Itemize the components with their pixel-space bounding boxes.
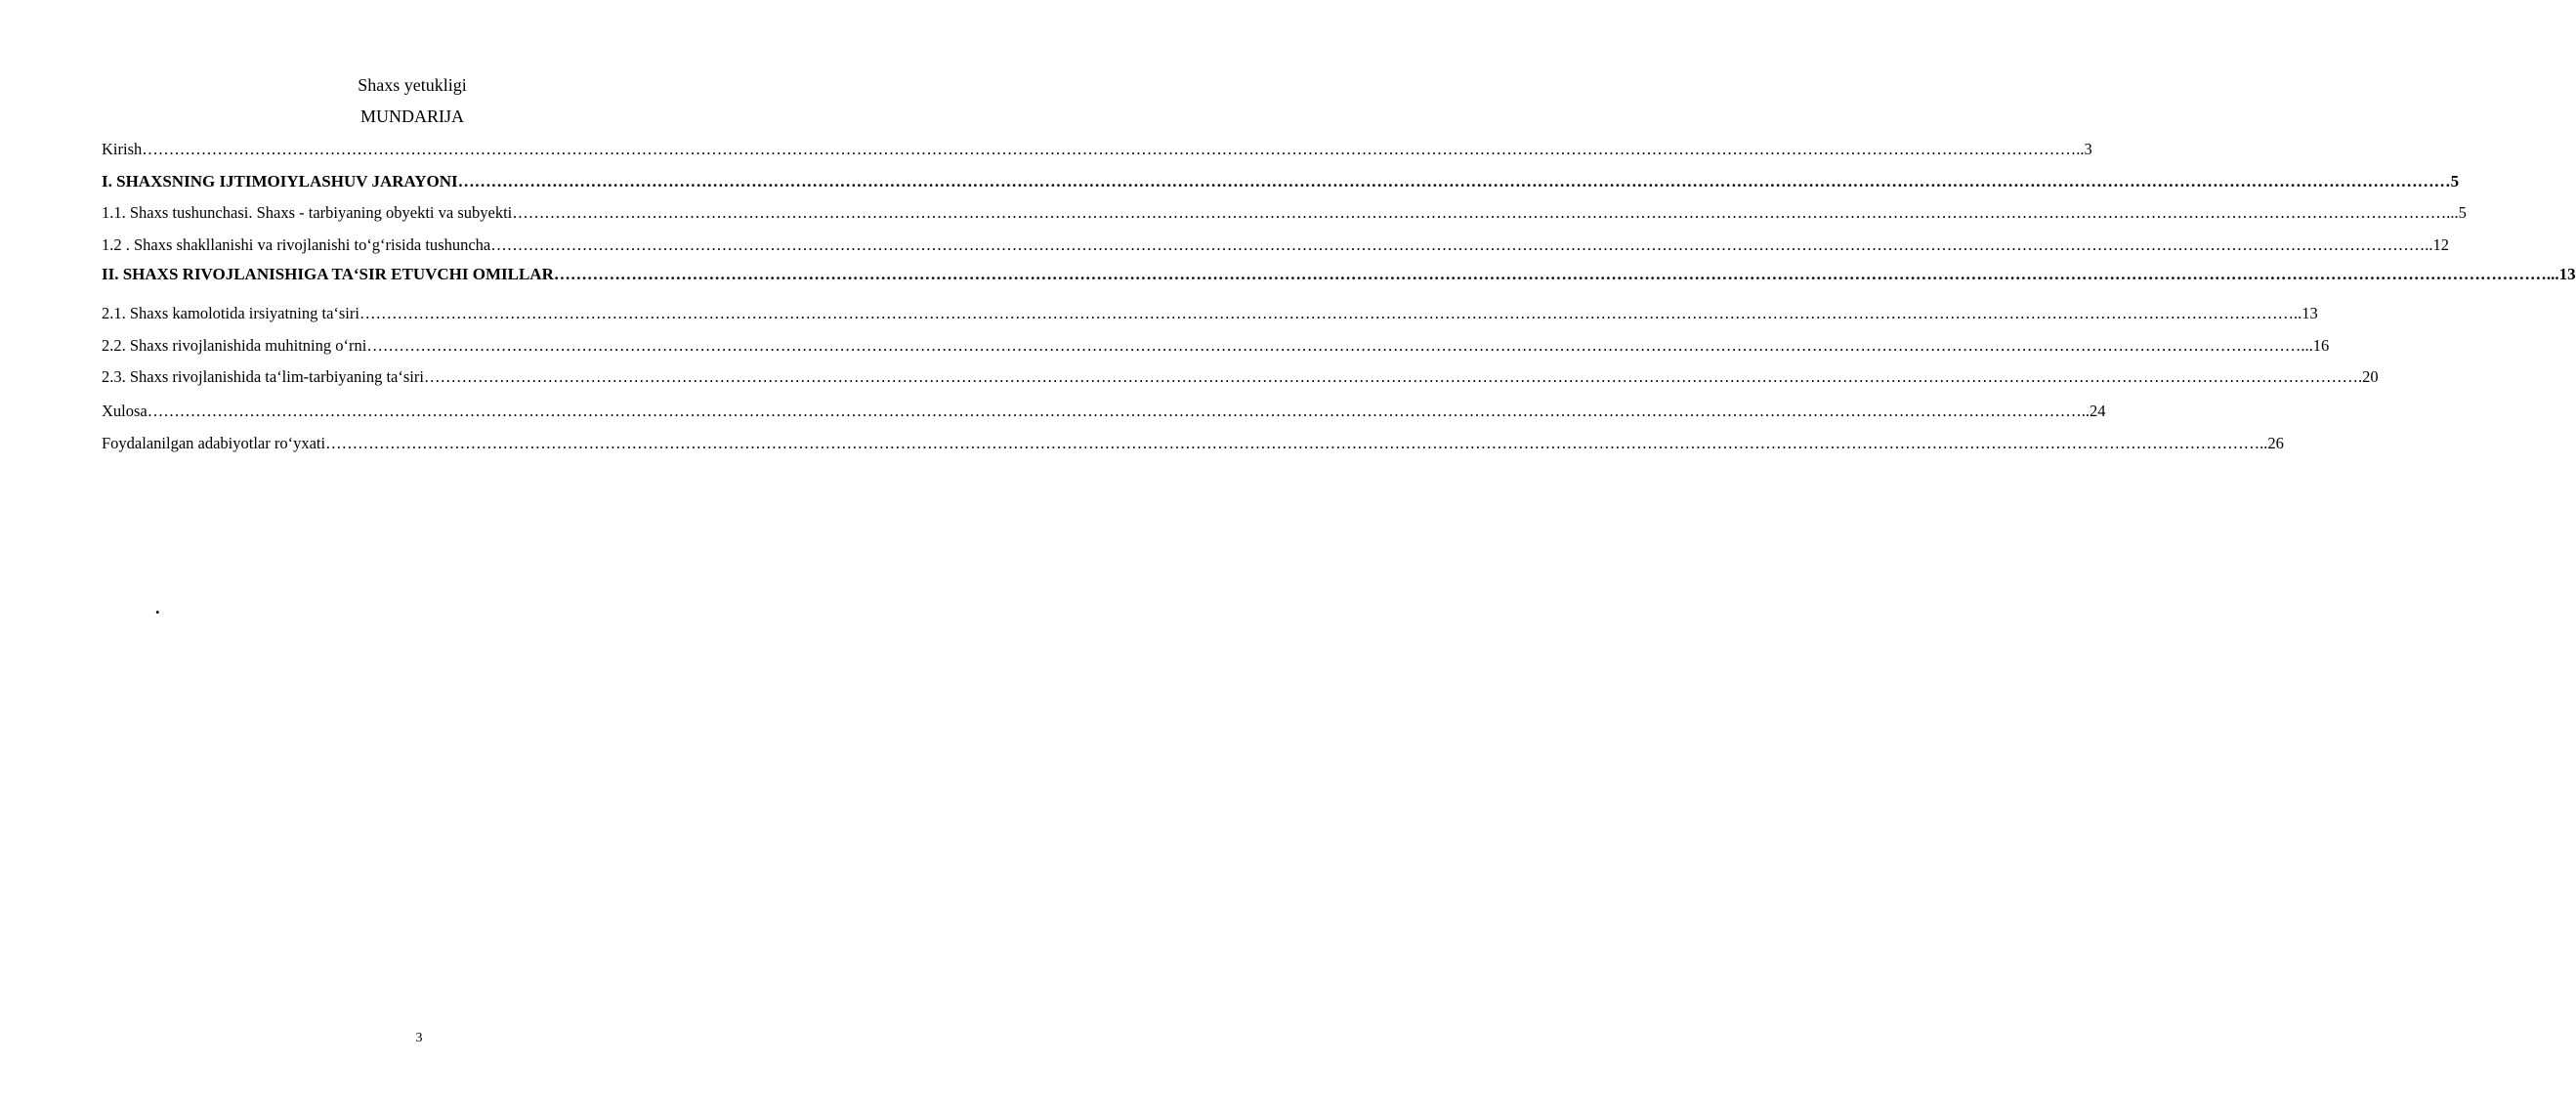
stray-mark: . [155,598,160,617]
toc-entry-text: Kirish [102,140,143,158]
toc-entry[interactable] [102,140,2092,159]
toc-entry-text: II. SHAXS RIVOJLANISHIGA TA‘SIR ETUVCHI OMILLAR [102,265,554,283]
toc-leader-dots: ……………………………………………………………………………………………………………………………………………………………………………………………………………………………………………………………………………………………………………………………… [147,402,2082,420]
toc-entry-text: Foydalanilgan adabiyotlar ro‘yxati [102,434,326,452]
toc-entry-page: ...13 [2546,265,2576,283]
toc-leader-dots: ……………………………………………………………………………………………………………………………………………………………………………………………………………………………………………………………………………………………………………………………… [512,203,2447,222]
toc-entry[interactable] [102,235,2449,255]
toc-entry[interactable] [102,172,2460,191]
toc-entry-page: ...16 [2301,336,2330,355]
toc-entry-text: Xulosa [102,402,148,420]
toc-entry-page: ..12 [2425,235,2449,254]
toc-leader-dots: ……………………………………………………………………………………………………………………………………………………………………………………………………………………………………………………………………………………………………………………………… [359,304,2294,322]
toc-entry-page: .20 [2357,367,2379,386]
toc-leader-dots: ……………………………………………………………………………………………………………………………………………………………………………………………………………………………………………………………………………………………………………………………… [366,336,2302,355]
toc-entry[interactable] [102,367,2379,387]
toc-entry-page: ..26 [2259,434,2284,452]
toc-entry[interactable] [102,434,2284,453]
toc-entry-text: 1.1. Shaxs tushunchasi. Shaxs - tarbiyaning obyekti va subyekti [102,203,513,222]
toc-entry[interactable] [102,265,2576,284]
toc-entry-page: ..3 [2076,140,2092,158]
toc-entry[interactable] [102,304,2318,323]
toc-entry[interactable] [102,336,2330,356]
toc-entry-page: ..13 [2293,304,2318,322]
toc-entry[interactable] [102,402,2106,421]
toc-entry-page: 5 [2450,172,2460,191]
toc-leader-dots: ……………………………………………………………………………………………………………………………………………………………………………………………………………………………………………………………………………………………………………………………… [325,434,2260,452]
toc-entry-page: ...5 [2446,203,2467,222]
toc-entry-text: 2.3. Shaxs rivojlanishida ta‘lim-tarbiyaning ta‘siri [102,367,424,386]
toc-leader-dots: ……………………………………………………………………………………………………………………………………………………………………………………………………………………………………………………………………………………………………………………………… [423,367,2358,386]
document-subject: Shaxs yetukligi [358,75,467,95]
page-number: 3 [415,1031,423,1045]
toc-leader-dots: ……………………………………………………………………………………………………………………………………………………………………………………………………………………………………………………………………………………………………………………………… [553,265,2547,283]
toc-heading: MUNDARIJA [359,106,464,126]
toc-leader-dots: ……………………………………………………………………………………………………………………………………………………………………………………………………………………………………………………………………………………………………………………………… [457,172,2451,191]
toc-entry-page: ..24 [2081,402,2106,420]
toc-leader-dots: ……………………………………………………………………………………………………………………………………………………………………………………………………………………………………………………………………………………………………………………………… [142,140,2077,158]
toc-entry-text: 2.1. Shaxs kamolotida irsiyatning ta‘siri [102,304,359,322]
toc-entry[interactable] [102,203,2467,223]
toc-entry-text: I. SHAXSNING IJTIMOIYLASHUV JARAYONI [102,172,458,191]
toc-entry-text: 1.2 . Shaxs shakllanishi va rivojlanishi to‘g‘risida tushuncha [102,235,491,254]
toc-leader-dots: ……………………………………………………………………………………………………………………………………………………………………………………………………………………………………………………………………………………………………………………………… [490,235,2426,254]
toc-entry-text: 2.2. Shaxs rivojlanishida muhitning o‘rni [102,336,367,355]
